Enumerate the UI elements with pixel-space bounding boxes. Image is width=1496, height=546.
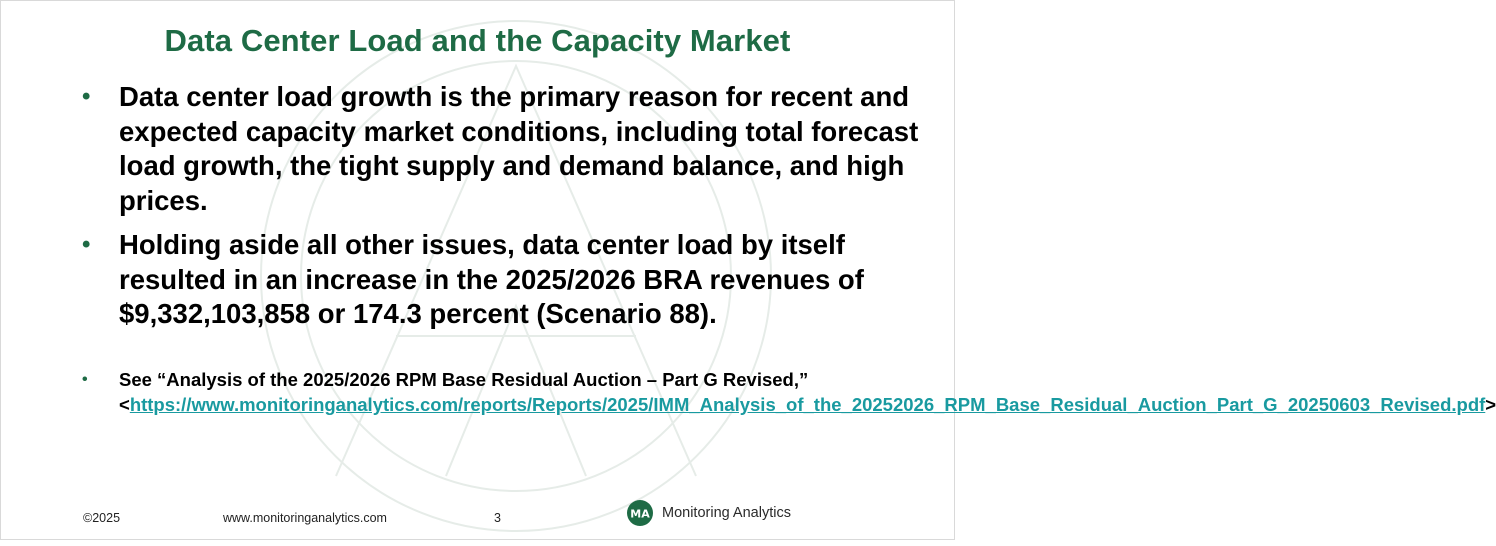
brand-name: Monitoring Analytics — [662, 505, 791, 521]
brand-logo — [626, 499, 791, 527]
reference-suffix: > — [1485, 394, 1496, 415]
monitoring-analytics-logo-icon — [626, 499, 654, 527]
bullet-reference — [82, 367, 1496, 417]
bullet-text: Holding aside all other issues, data center load by itself resulted in an increase in the 2025/2026 BRA revenues of $9,332,103,858 or 174.3 percent (Scenario 88). — [119, 229, 864, 329]
bullet-marker: • — [82, 231, 91, 258]
footer-website: www.monitoringanalytics.com — [223, 511, 387, 525]
slide-title: Data Center Load and the Capacity Market — [164, 23, 791, 58]
bullet-bra-revenue-increase — [82, 228, 929, 332]
bullet-marker: • — [82, 371, 88, 388]
bullet-data-center-growth — [82, 80, 929, 218]
footer-copyright: ©2025 — [83, 511, 121, 525]
brand-logo-text: MA — [630, 507, 650, 521]
footer-page-number: 3 — [494, 511, 501, 525]
bullet-text: Data center load growth is the primary reason for recent and expected capacity market conditions, including total forecast load growth, the tight supply and demand balance, and high prices. — [119, 81, 919, 216]
reference-link[interactable]: https://www.monitoringanalytics.com/reports/Reports/2025/IMM_Analysis_of_the_20252026_RPM_Base_Residual_Auction_Part_G_20250603_Revised.pdf — [129, 394, 1486, 415]
reference-prefix: See “Analysis of the 2025/2026 RPM Base Residual Auction – Part G Revised,” < — [119, 369, 809, 415]
bullet-marker: • — [82, 83, 91, 110]
